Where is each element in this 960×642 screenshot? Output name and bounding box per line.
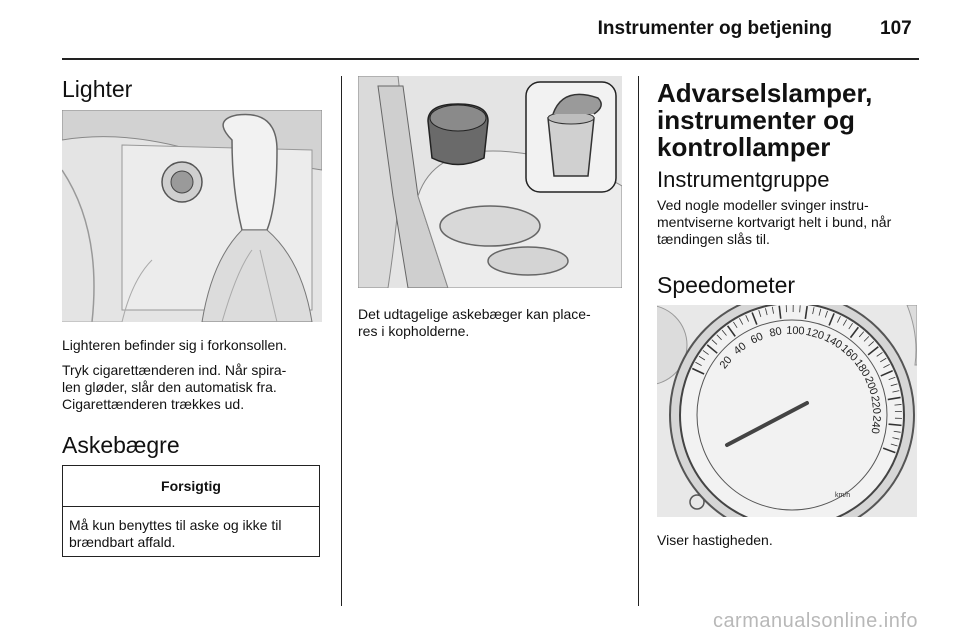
dial-tick bbox=[800, 305, 801, 312]
ashtray-figure bbox=[358, 76, 622, 288]
dial-number: 40 bbox=[731, 340, 749, 358]
column-divider bbox=[341, 76, 342, 606]
dial-number: 20 bbox=[717, 354, 735, 372]
speedometer-heading: Speedometer bbox=[657, 272, 796, 298]
dial-unit-label: km/h bbox=[835, 492, 851, 499]
dial-number: 200 bbox=[862, 375, 880, 397]
text-line: len gløder, slår den automatisk fra. bbox=[62, 379, 277, 395]
text-line: tændingen slås til. bbox=[657, 231, 770, 247]
text-line: res i kopholderne. bbox=[358, 323, 470, 339]
lighter-usage-paragraph bbox=[62, 362, 324, 413]
text-line: mentviserne kortvarigt helt i bund, når bbox=[657, 214, 892, 230]
caution-title: Forsigtig bbox=[63, 466, 319, 507]
dial-number: 100 bbox=[785, 324, 805, 338]
heading-line: Advarselslamper, bbox=[657, 78, 873, 108]
header-rule bbox=[62, 58, 919, 60]
speedometer-description: Viser hastigheden. bbox=[657, 532, 773, 548]
main-heading bbox=[657, 80, 937, 161]
dial-number: 120 bbox=[804, 325, 826, 343]
ashtray-heading: Askebægre bbox=[62, 432, 180, 458]
heading-line: kontrollamper bbox=[657, 132, 831, 162]
heading-line: instrumenter og bbox=[657, 105, 855, 135]
text-line: Cigarettænderen trækkes ud. bbox=[62, 396, 245, 412]
dial-number: 60 bbox=[748, 330, 766, 347]
dial-number: 160 bbox=[838, 342, 860, 364]
text-line: brændbart affald. bbox=[69, 534, 176, 550]
lighter-heading: Lighter bbox=[62, 76, 133, 102]
dial-number: 80 bbox=[768, 325, 783, 340]
ashtray-caption bbox=[358, 306, 630, 340]
lighter-location-text: Lighteren befinder sig i forkonsollen. bbox=[62, 337, 287, 353]
dial-number: 140 bbox=[822, 331, 845, 352]
dial-number: 220 bbox=[868, 395, 883, 415]
speedometer-figure bbox=[657, 305, 917, 517]
text-line: Tryk cigarettænderen ind. Når spira- bbox=[62, 362, 287, 378]
instrument-cluster-heading: Instrumentgruppe bbox=[657, 167, 830, 192]
text-line: Det udtagelige askebæger kan place- bbox=[358, 306, 591, 322]
page-number: 107 bbox=[880, 18, 912, 39]
watermark: carmanualsonline.info bbox=[712, 610, 918, 632]
instrument-cluster-intro bbox=[657, 197, 927, 248]
text-line: Ved nogle modeller svinger instru- bbox=[657, 197, 869, 213]
column-divider bbox=[638, 76, 639, 606]
dial-number: 240 bbox=[868, 414, 883, 435]
lighter-figure bbox=[62, 110, 322, 322]
dial-number: 180 bbox=[851, 357, 872, 380]
text-line: Må kun benyttes til aske og ikke til bbox=[69, 517, 282, 533]
running-header-title: Instrumenter og betjening bbox=[597, 18, 832, 39]
caution-text bbox=[63, 507, 319, 551]
caution-box bbox=[62, 465, 320, 557]
speedometer-dial bbox=[657, 305, 917, 517]
